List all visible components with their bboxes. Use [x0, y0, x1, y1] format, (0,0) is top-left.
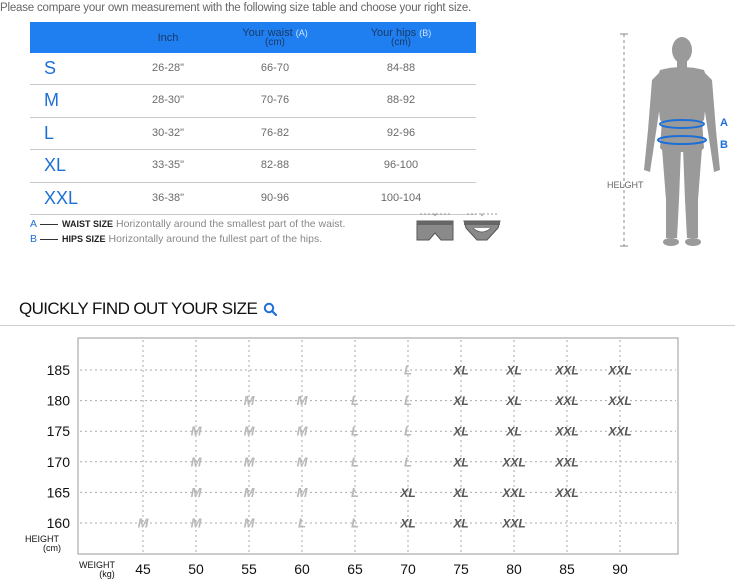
size-cells [138, 363, 632, 531]
weight-tick: 65 [347, 561, 363, 577]
size-cell: L [351, 484, 359, 500]
waist-value: 82-88 [260, 159, 290, 172]
header-inch-label: Inch [157, 31, 179, 44]
hips-value: 100-104 [380, 191, 422, 204]
legend-waist [30, 218, 345, 230]
height-axis-labels [47, 362, 71, 531]
hips-value: 84-88 [386, 62, 416, 74]
size-cell: XXL [502, 455, 526, 470]
inch-value: 33-35" [151, 159, 185, 172]
size-cell: M [243, 393, 255, 409]
size-cell: XXL [555, 424, 579, 439]
size-cell: XXL [502, 485, 526, 500]
header-hips-tag: (B) [419, 27, 432, 38]
size-cell: XL [506, 394, 522, 409]
size-cell: M [296, 484, 308, 500]
weight-tick: 45 [135, 561, 151, 577]
size-cell: XXL [555, 485, 579, 500]
legend-dash [40, 239, 58, 240]
size-cell: XXL [608, 363, 632, 378]
header-hips-label: Your hips [370, 26, 417, 39]
size-cell: XL [400, 485, 416, 500]
size-cell: L [351, 454, 359, 470]
size-cell: XL [453, 485, 469, 500]
size-cell: L [298, 515, 306, 531]
size-cell: XL [453, 516, 469, 531]
header-waist-tag: (A) [295, 27, 308, 38]
search-icon [263, 302, 277, 316]
hips-value: 96-100 [383, 159, 419, 172]
size-cell: M [243, 423, 255, 439]
table-header [30, 22, 476, 53]
inch-value: 36-38" [151, 191, 185, 204]
size-cell: L [404, 362, 412, 378]
size-cell: XXL [608, 394, 632, 409]
body-figure-illustration [600, 20, 735, 252]
height-tick: 165 [46, 484, 70, 501]
weight-axis-labels [135, 561, 628, 577]
inch-value: 28-30" [151, 94, 185, 107]
figure-label-a: A [720, 117, 728, 129]
table-row [30, 150, 476, 182]
size-cell: XL [453, 394, 469, 409]
legend-waist-text: Horizontally around the smallest part of the waist. [116, 218, 346, 230]
size-cell: XXL [555, 394, 579, 409]
height-axis-title: HEIGHT [24, 534, 60, 544]
height-tick: 175 [46, 423, 70, 440]
size-cell: M [296, 393, 308, 409]
weight-tick: 80 [506, 561, 522, 577]
weight-tick: 70 [400, 561, 416, 577]
legend-hips-text: Horizontally around the fullest part of the hips. [108, 233, 323, 245]
table-row [30, 85, 476, 117]
header-hips-unit: (cm) [391, 36, 411, 48]
legend-letter-b: B [30, 233, 38, 245]
size-label: XL [44, 155, 67, 176]
figure-label-b: B [720, 139, 728, 151]
header-waist-label: Your waist [242, 26, 293, 39]
size-cell: L [404, 454, 412, 470]
size-cell: L [351, 515, 359, 531]
brief-icon [461, 210, 503, 246]
size-table [30, 22, 476, 215]
height-tick: 160 [46, 515, 70, 531]
weight-tick: 90 [612, 561, 628, 577]
table-row [30, 183, 476, 215]
svg-text:×: × [480, 213, 484, 219]
size-label: XXL [44, 187, 79, 208]
legend-letter-a: A [30, 218, 38, 230]
height-tick: 180 [46, 392, 70, 409]
size-cell: L [351, 393, 359, 409]
inch-value: 26-28" [151, 62, 185, 74]
size-cell: XL [453, 455, 469, 470]
weight-tick: 50 [188, 561, 204, 577]
header-hips [358, 22, 444, 53]
size-cell: XL [506, 424, 522, 439]
height-axis-unit: (cm) [43, 543, 61, 553]
size-label: S [44, 58, 57, 78]
weight-tick: 75 [453, 561, 469, 577]
waist-value: 90-96 [260, 191, 290, 204]
section-divider [0, 325, 735, 326]
size-cell: XL [453, 363, 469, 378]
legend-dash [40, 224, 58, 225]
size-cell: M [243, 454, 255, 470]
inch-value: 30-32" [151, 126, 185, 139]
size-cell: M [296, 454, 308, 470]
size-cell: XL [400, 516, 416, 531]
hips-value: 92-96 [386, 126, 416, 139]
size-cell: M [243, 484, 255, 500]
size-cell: M [190, 454, 202, 470]
size-cell: XL [453, 424, 469, 439]
waist-value: 76-82 [260, 126, 290, 139]
figure-height-label: HELGHT [607, 180, 644, 190]
weight-tick: 60 [294, 561, 310, 577]
find-size-title [19, 299, 277, 319]
grid-lines [80, 340, 676, 552]
size-grid-chart [0, 330, 735, 586]
grid-frame [78, 338, 678, 554]
header-waist-unit: (cm) [265, 36, 285, 48]
intro-text: Please compare your own measurement with the following size table and choose your right size. [0, 2, 472, 14]
find-size-title-text: QUICKLY FIND OUT YOUR SIZE [19, 299, 258, 318]
size-label: L [44, 122, 55, 143]
size-cell: XXL [555, 455, 579, 470]
size-cell: L [404, 393, 412, 409]
size-cell: XXL [555, 363, 579, 378]
trunk-brief-icon [414, 210, 456, 246]
weight-tick: 85 [559, 561, 575, 577]
weight-axis-title: WEIGHT [79, 560, 115, 570]
header-inch [138, 22, 198, 53]
size-cell: M [190, 423, 202, 439]
height-tick: 185 [46, 362, 70, 378]
size-cell: M [296, 423, 308, 439]
header-waist [232, 22, 318, 53]
weight-tick: 55 [241, 561, 257, 577]
legend-waist-key: WAIST SIZE [62, 219, 114, 229]
size-cell: L [351, 423, 359, 439]
size-cell: M [190, 484, 202, 500]
legend-hips-key: HIPS SIZE [62, 234, 106, 244]
table-row [30, 118, 476, 150]
size-cell: M [243, 515, 255, 531]
table-row [30, 53, 476, 85]
waist-value: 66-70 [260, 62, 290, 74]
waist-value: 70-76 [260, 94, 290, 107]
weight-axis-unit: (kg) [99, 569, 115, 579]
size-cell: XXL [608, 424, 632, 439]
size-label: M [44, 90, 59, 111]
height-tick: 170 [46, 453, 70, 470]
legend-hips [30, 233, 322, 245]
size-cell: XL [506, 363, 522, 378]
size-cell: XXL [502, 516, 526, 531]
size-cell: M [137, 515, 149, 531]
size-cell: L [404, 423, 412, 439]
hips-value: 88-92 [386, 94, 416, 107]
svg-text:×: × [433, 213, 437, 219]
size-cell: M [190, 515, 202, 531]
